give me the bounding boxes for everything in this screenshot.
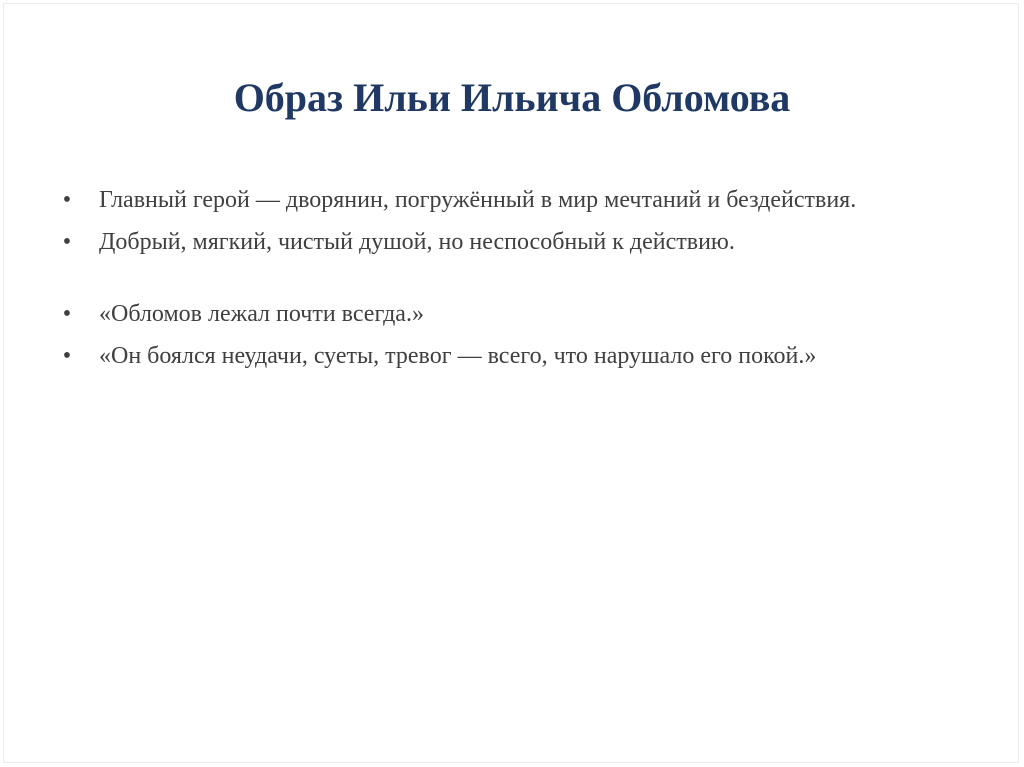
list-item — [57, 296, 957, 332]
bullet-marker: • — [62, 229, 72, 255]
bullet-marker: • — [62, 343, 72, 369]
bullet-text: «Он боялся неудачи, суеты, тревог — всего, что нарушало его покой.» — [99, 343, 817, 369]
bullet-text: «Обломов лежал почти всегда.» — [99, 301, 424, 327]
bullet-list — [57, 182, 957, 374]
bullet-marker: • — [62, 301, 72, 327]
list-item — [57, 338, 957, 374]
bullet-marker: • — [62, 187, 72, 213]
list-item — [57, 224, 957, 260]
slide-title: Образ Ильи Ильича Обломова — [233, 75, 791, 120]
list-item — [57, 182, 957, 218]
bullet-text: Главный герой — дворянин, погружённый в мир мечтаний и бездействия. — [99, 187, 857, 213]
bullet-text: Добрый, мягкий, чистый душой, но неспособный к действию. — [99, 229, 735, 255]
